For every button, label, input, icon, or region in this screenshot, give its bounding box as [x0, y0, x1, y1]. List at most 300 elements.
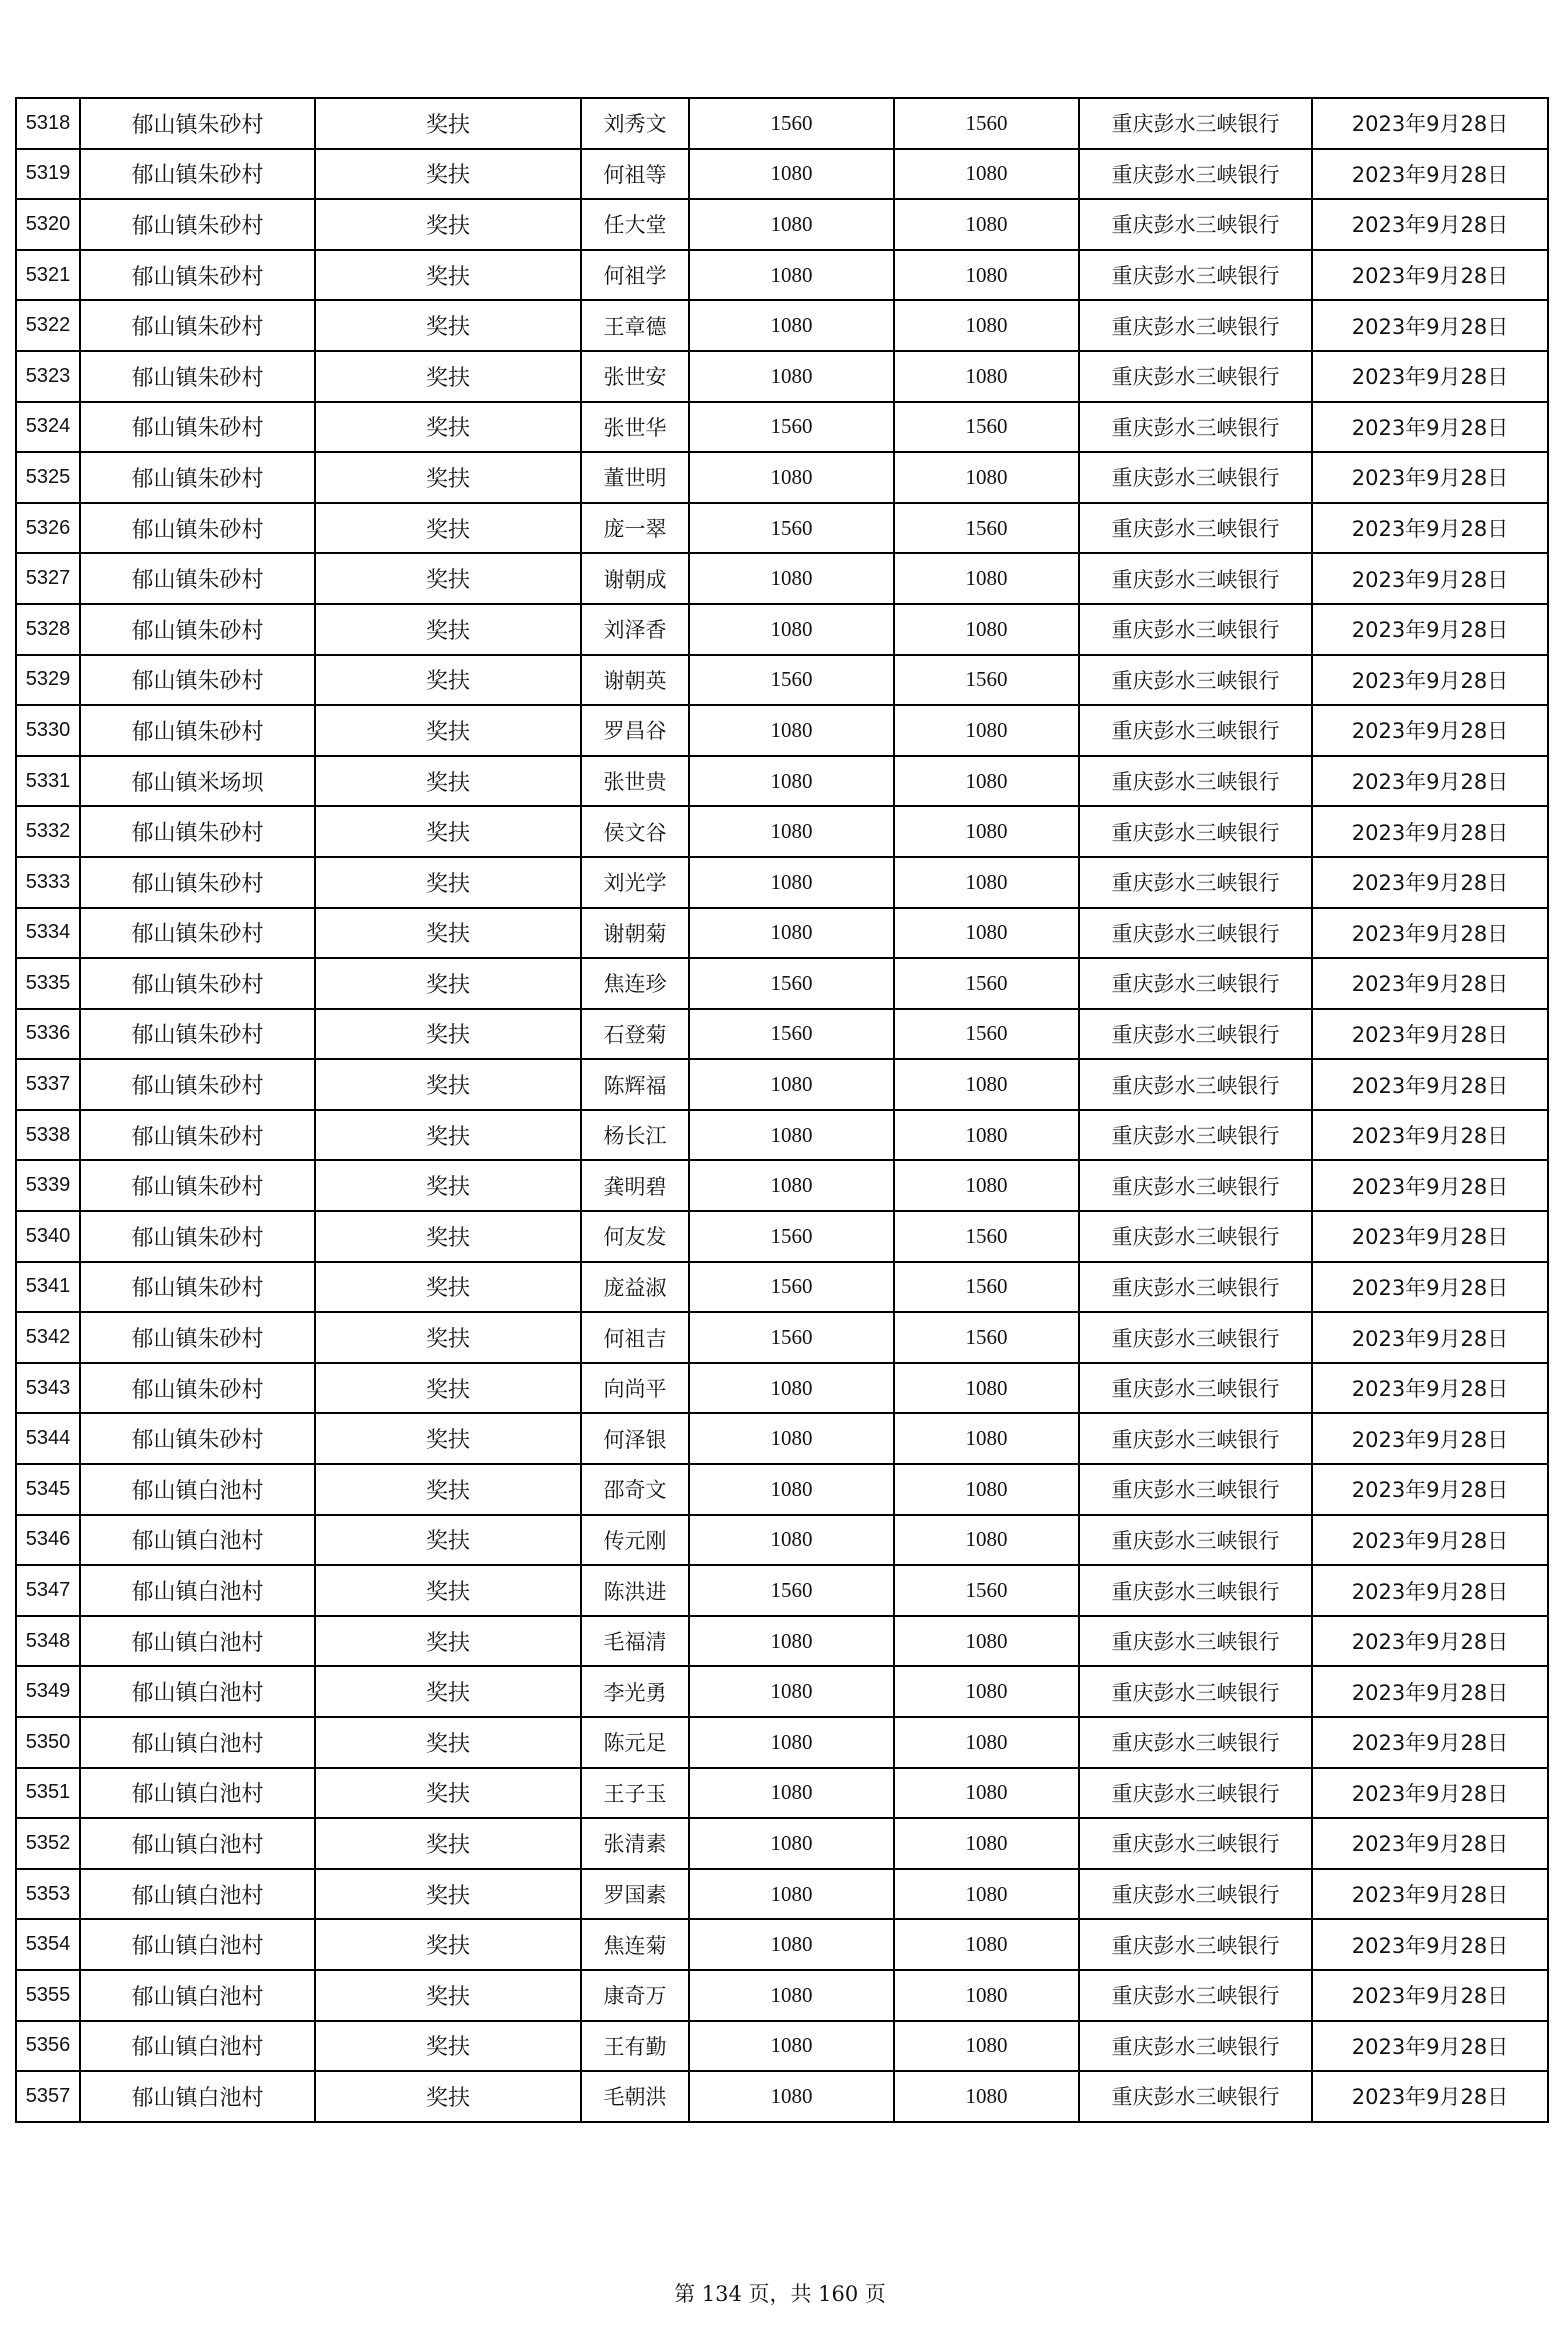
table-row	[16, 1059, 1548, 1110]
date-cell: 2023年9月28日	[1312, 402, 1548, 453]
town-village-cell: 郁山镇朱砂村	[80, 806, 315, 857]
date-cell: 2023年9月28日	[1312, 1818, 1548, 1869]
row-number-cell: 5350	[16, 1717, 80, 1768]
town-village-cell: 郁山镇朱砂村	[80, 705, 315, 756]
bank-cell: 重庆彭水三峡银行	[1079, 300, 1312, 351]
table-row	[16, 1363, 1548, 1414]
row-number-cell: 5340	[16, 1211, 80, 1262]
town-village-cell: 郁山镇朱砂村	[80, 149, 315, 200]
row-number-cell: 5332	[16, 806, 80, 857]
amount-cell: 1080	[689, 908, 894, 959]
row-number-cell: 5355	[16, 1970, 80, 2021]
date-cell: 2023年9月28日	[1312, 1464, 1548, 1515]
date-cell: 2023年9月28日	[1312, 908, 1548, 959]
paid-amount-cell: 1080	[894, 1160, 1079, 1211]
amount-cell: 1080	[689, 1869, 894, 1920]
table-row	[16, 806, 1548, 857]
subsidy-type-cell: 奖扶	[315, 806, 581, 857]
amount-cell: 1080	[689, 553, 894, 604]
subsidy-type-cell: 奖扶	[315, 1869, 581, 1920]
date-cell: 2023年9月28日	[1312, 857, 1548, 908]
name-cell: 康奇万	[581, 1970, 689, 2021]
date-cell: 2023年9月28日	[1312, 2071, 1548, 2122]
row-number-cell: 5322	[16, 300, 80, 351]
bank-cell: 重庆彭水三峡银行	[1079, 1869, 1312, 1920]
subsidy-type-cell: 奖扶	[315, 1616, 581, 1667]
amount-cell: 1560	[689, 1009, 894, 1060]
table-row	[16, 1464, 1548, 1515]
table-row	[16, 149, 1548, 200]
date-cell: 2023年9月28日	[1312, 300, 1548, 351]
amount-cell: 1560	[689, 402, 894, 453]
bank-cell: 重庆彭水三峡银行	[1079, 1768, 1312, 1819]
table-row	[16, 250, 1548, 301]
name-cell: 杨长江	[581, 1110, 689, 1161]
payment-table	[15, 97, 1549, 2123]
bank-cell: 重庆彭水三峡银行	[1079, 351, 1312, 402]
paid-amount-cell: 1080	[894, 2021, 1079, 2072]
town-village-cell: 郁山镇朱砂村	[80, 452, 315, 503]
subsidy-type-cell: 奖扶	[315, 199, 581, 250]
table-row	[16, 1515, 1548, 1566]
name-cell: 李光勇	[581, 1666, 689, 1717]
subsidy-type-cell: 奖扶	[315, 756, 581, 807]
subsidy-type-cell: 奖扶	[315, 1515, 581, 1566]
name-cell: 张世华	[581, 402, 689, 453]
paid-amount-cell: 1080	[894, 1869, 1079, 1920]
paid-amount-cell: 1560	[894, 655, 1079, 706]
date-cell: 2023年9月28日	[1312, 1616, 1548, 1667]
bank-cell: 重庆彭水三峡银行	[1079, 98, 1312, 149]
table-row	[16, 2021, 1548, 2072]
name-cell: 罗昌谷	[581, 705, 689, 756]
amount-cell: 1560	[689, 1565, 894, 1616]
name-cell: 石登菊	[581, 1009, 689, 1060]
paid-amount-cell: 1080	[894, 1363, 1079, 1414]
name-cell: 何祖学	[581, 250, 689, 301]
date-cell: 2023年9月28日	[1312, 1768, 1548, 1819]
row-number-cell: 5356	[16, 2021, 80, 2072]
bank-cell: 重庆彭水三峡银行	[1079, 1919, 1312, 1970]
paid-amount-cell: 1080	[894, 1413, 1079, 1464]
paid-amount-cell: 1080	[894, 1818, 1079, 1869]
row-number-cell: 5344	[16, 1413, 80, 1464]
date-cell: 2023年9月28日	[1312, 1160, 1548, 1211]
table-row	[16, 452, 1548, 503]
amount-cell: 1080	[689, 300, 894, 351]
row-number-cell: 5318	[16, 98, 80, 149]
subsidy-type-cell: 奖扶	[315, 1160, 581, 1211]
table-row	[16, 1110, 1548, 1161]
name-cell: 何友发	[581, 1211, 689, 1262]
subsidy-type-cell: 奖扶	[315, 1768, 581, 1819]
date-cell: 2023年9月28日	[1312, 351, 1548, 402]
date-cell: 2023年9月28日	[1312, 1666, 1548, 1717]
table-row	[16, 1970, 1548, 2021]
amount-cell: 1560	[689, 1211, 894, 1262]
amount-cell: 1080	[689, 705, 894, 756]
amount-cell: 1080	[689, 1413, 894, 1464]
name-cell: 侯文谷	[581, 806, 689, 857]
date-cell: 2023年9月28日	[1312, 655, 1548, 706]
paid-amount-cell: 1560	[894, 1565, 1079, 1616]
table-row	[16, 1717, 1548, 1768]
bank-cell: 重庆彭水三峡银行	[1079, 908, 1312, 959]
name-cell: 毛福清	[581, 1616, 689, 1667]
paid-amount-cell: 1080	[894, 1616, 1079, 1667]
subsidy-type-cell: 奖扶	[315, 553, 581, 604]
date-cell: 2023年9月28日	[1312, 149, 1548, 200]
town-village-cell: 郁山镇朱砂村	[80, 908, 315, 959]
subsidy-type-cell: 奖扶	[315, 452, 581, 503]
amount-cell: 1080	[689, 2071, 894, 2122]
name-cell: 何泽银	[581, 1413, 689, 1464]
town-village-cell: 郁山镇朱砂村	[80, 1363, 315, 1414]
table-row	[16, 604, 1548, 655]
row-number-cell: 5354	[16, 1919, 80, 1970]
bank-cell: 重庆彭水三峡银行	[1079, 553, 1312, 604]
amount-cell: 1080	[689, 756, 894, 807]
subsidy-type-cell: 奖扶	[315, 149, 581, 200]
row-number-cell: 5327	[16, 553, 80, 604]
subsidy-type-cell: 奖扶	[315, 1565, 581, 1616]
bank-cell: 重庆彭水三峡银行	[1079, 958, 1312, 1009]
table-row	[16, 705, 1548, 756]
amount-cell: 1080	[689, 1768, 894, 1819]
name-cell: 王子玉	[581, 1768, 689, 1819]
date-cell: 2023年9月28日	[1312, 1869, 1548, 1920]
row-number-cell: 5319	[16, 149, 80, 200]
date-cell: 2023年9月28日	[1312, 958, 1548, 1009]
amount-cell: 1560	[689, 655, 894, 706]
date-cell: 2023年9月28日	[1312, 1262, 1548, 1313]
row-number-cell: 5337	[16, 1059, 80, 1110]
name-cell: 陈洪进	[581, 1565, 689, 1616]
date-cell: 2023年9月28日	[1312, 1312, 1548, 1363]
town-village-cell: 郁山镇白池村	[80, 1464, 315, 1515]
paid-amount-cell: 1560	[894, 1262, 1079, 1313]
bank-cell: 重庆彭水三峡银行	[1079, 1970, 1312, 2021]
subsidy-type-cell: 奖扶	[315, 1970, 581, 2021]
bank-cell: 重庆彭水三峡银行	[1079, 1413, 1312, 1464]
date-cell: 2023年9月28日	[1312, 1110, 1548, 1161]
row-number-cell: 5323	[16, 351, 80, 402]
row-number-cell: 5329	[16, 655, 80, 706]
date-cell: 2023年9月28日	[1312, 1970, 1548, 2021]
town-village-cell: 郁山镇朱砂村	[80, 857, 315, 908]
subsidy-type-cell: 奖扶	[315, 1262, 581, 1313]
bank-cell: 重庆彭水三峡银行	[1079, 503, 1312, 554]
bank-cell: 重庆彭水三峡银行	[1079, 1818, 1312, 1869]
name-cell: 庞一翠	[581, 503, 689, 554]
subsidy-type-cell: 奖扶	[315, 1717, 581, 1768]
table-row	[16, 98, 1548, 149]
amount-cell: 1080	[689, 1059, 894, 1110]
subsidy-type-cell: 奖扶	[315, 1312, 581, 1363]
date-cell: 2023年9月28日	[1312, 452, 1548, 503]
subsidy-type-cell: 奖扶	[315, 604, 581, 655]
town-village-cell: 郁山镇朱砂村	[80, 655, 315, 706]
paid-amount-cell: 1080	[894, 1110, 1079, 1161]
town-village-cell: 郁山镇朱砂村	[80, 1211, 315, 1262]
table-body	[16, 98, 1548, 2122]
town-village-cell: 郁山镇朱砂村	[80, 300, 315, 351]
row-number-cell: 5346	[16, 1515, 80, 1566]
town-village-cell: 郁山镇白池村	[80, 2071, 315, 2122]
name-cell: 罗国素	[581, 1869, 689, 1920]
row-number-cell: 5357	[16, 2071, 80, 2122]
bank-cell: 重庆彭水三峡银行	[1079, 1515, 1312, 1566]
subsidy-type-cell: 奖扶	[315, 1009, 581, 1060]
amount-cell: 1080	[689, 1818, 894, 1869]
name-cell: 王章德	[581, 300, 689, 351]
name-cell: 焦连珍	[581, 958, 689, 1009]
bank-cell: 重庆彭水三峡银行	[1079, 1059, 1312, 1110]
name-cell: 刘秀文	[581, 98, 689, 149]
row-number-cell: 5352	[16, 1818, 80, 1869]
bank-cell: 重庆彭水三峡银行	[1079, 1717, 1312, 1768]
date-cell: 2023年9月28日	[1312, 756, 1548, 807]
date-cell: 2023年9月28日	[1312, 604, 1548, 655]
date-cell: 2023年9月28日	[1312, 1059, 1548, 1110]
amount-cell: 1080	[689, 149, 894, 200]
town-village-cell: 郁山镇朱砂村	[80, 1413, 315, 1464]
row-number-cell: 5351	[16, 1768, 80, 1819]
bank-cell: 重庆彭水三峡银行	[1079, 452, 1312, 503]
paid-amount-cell: 1080	[894, 756, 1079, 807]
subsidy-type-cell: 奖扶	[315, 2021, 581, 2072]
date-cell: 2023年9月28日	[1312, 1717, 1548, 1768]
town-village-cell: 郁山镇白池村	[80, 1666, 315, 1717]
row-number-cell: 5345	[16, 1464, 80, 1515]
town-village-cell: 郁山镇朱砂村	[80, 1160, 315, 1211]
town-village-cell: 郁山镇米场坝	[80, 756, 315, 807]
row-number-cell: 5325	[16, 452, 80, 503]
bank-cell: 重庆彭水三峡银行	[1079, 402, 1312, 453]
table-row	[16, 756, 1548, 807]
table-row	[16, 1262, 1548, 1313]
bank-cell: 重庆彭水三峡银行	[1079, 1363, 1312, 1414]
date-cell: 2023年9月28日	[1312, 1211, 1548, 1262]
name-cell: 陈辉福	[581, 1059, 689, 1110]
paid-amount-cell: 1080	[894, 1059, 1079, 1110]
amount-cell: 1560	[689, 1262, 894, 1313]
paid-amount-cell: 1560	[894, 402, 1079, 453]
name-cell: 传元刚	[581, 1515, 689, 1566]
table-row	[16, 1616, 1548, 1667]
paid-amount-cell: 1560	[894, 958, 1079, 1009]
table-row	[16, 1565, 1548, 1616]
table-row	[16, 1413, 1548, 1464]
row-number-cell: 5331	[16, 756, 80, 807]
paid-amount-cell: 1080	[894, 250, 1079, 301]
town-village-cell: 郁山镇朱砂村	[80, 1009, 315, 1060]
date-cell: 2023年9月28日	[1312, 503, 1548, 554]
bank-cell: 重庆彭水三峡银行	[1079, 705, 1312, 756]
bank-cell: 重庆彭水三峡银行	[1079, 149, 1312, 200]
amount-cell: 1560	[689, 958, 894, 1009]
name-cell: 张世安	[581, 351, 689, 402]
table-row	[16, 908, 1548, 959]
paid-amount-cell: 1560	[894, 1312, 1079, 1363]
amount-cell: 1080	[689, 1160, 894, 1211]
bank-cell: 重庆彭水三峡银行	[1079, 250, 1312, 301]
bank-cell: 重庆彭水三峡银行	[1079, 1160, 1312, 1211]
name-cell: 邵奇文	[581, 1464, 689, 1515]
bank-cell: 重庆彭水三峡银行	[1079, 2021, 1312, 2072]
table-row	[16, 1869, 1548, 1920]
row-number-cell: 5339	[16, 1160, 80, 1211]
subsidy-type-cell: 奖扶	[315, 857, 581, 908]
name-cell: 张世贵	[581, 756, 689, 807]
subsidy-type-cell: 奖扶	[315, 1464, 581, 1515]
table-row	[16, 1312, 1548, 1363]
name-cell: 谢朝菊	[581, 908, 689, 959]
subsidy-type-cell: 奖扶	[315, 503, 581, 554]
paid-amount-cell: 1560	[894, 503, 1079, 554]
table-row	[16, 1768, 1548, 1819]
town-village-cell: 郁山镇白池村	[80, 1717, 315, 1768]
table-row	[16, 958, 1548, 1009]
table-row	[16, 655, 1548, 706]
amount-cell: 1080	[689, 1666, 894, 1717]
name-cell: 任大堂	[581, 199, 689, 250]
subsidy-type-cell: 奖扶	[315, 1363, 581, 1414]
name-cell: 何祖等	[581, 149, 689, 200]
amount-cell: 1080	[689, 857, 894, 908]
date-cell: 2023年9月28日	[1312, 553, 1548, 604]
date-cell: 2023年9月28日	[1312, 1363, 1548, 1414]
amount-cell: 1560	[689, 1312, 894, 1363]
town-village-cell: 郁山镇白池村	[80, 1818, 315, 1869]
date-cell: 2023年9月28日	[1312, 806, 1548, 857]
row-number-cell: 5328	[16, 604, 80, 655]
table-row	[16, 351, 1548, 402]
paid-amount-cell: 1080	[894, 1970, 1079, 2021]
row-number-cell: 5349	[16, 1666, 80, 1717]
row-number-cell: 5335	[16, 958, 80, 1009]
bank-cell: 重庆彭水三峡银行	[1079, 1565, 1312, 1616]
paid-amount-cell: 1080	[894, 2071, 1079, 2122]
subsidy-type-cell: 奖扶	[315, 1413, 581, 1464]
amount-cell: 1080	[689, 1616, 894, 1667]
table-row	[16, 2071, 1548, 2122]
town-village-cell: 郁山镇朱砂村	[80, 1312, 315, 1363]
amount-cell: 1080	[689, 806, 894, 857]
date-cell: 2023年9月28日	[1312, 1919, 1548, 1970]
bank-cell: 重庆彭水三峡银行	[1079, 655, 1312, 706]
paid-amount-cell: 1080	[894, 1515, 1079, 1566]
paid-amount-cell: 1080	[894, 149, 1079, 200]
subsidy-type-cell: 奖扶	[315, 908, 581, 959]
amount-cell: 1560	[689, 98, 894, 149]
paid-amount-cell: 1080	[894, 806, 1079, 857]
row-number-cell: 5347	[16, 1565, 80, 1616]
row-number-cell: 5353	[16, 1869, 80, 1920]
name-cell: 焦连菊	[581, 1919, 689, 1970]
town-village-cell: 郁山镇朱砂村	[80, 1059, 315, 1110]
date-cell: 2023年9月28日	[1312, 2021, 1548, 2072]
date-cell: 2023年9月28日	[1312, 1565, 1548, 1616]
town-village-cell: 郁山镇白池村	[80, 1768, 315, 1819]
town-village-cell: 郁山镇朱砂村	[80, 503, 315, 554]
name-cell: 谢朝成	[581, 553, 689, 604]
date-cell: 2023年9月28日	[1312, 199, 1548, 250]
subsidy-type-cell: 奖扶	[315, 655, 581, 706]
subsidy-type-cell: 奖扶	[315, 98, 581, 149]
paid-amount-cell: 1080	[894, 1666, 1079, 1717]
table-row	[16, 1666, 1548, 1717]
bank-cell: 重庆彭水三峡银行	[1079, 2071, 1312, 2122]
bank-cell: 重庆彭水三峡银行	[1079, 199, 1312, 250]
row-number-cell: 5342	[16, 1312, 80, 1363]
row-number-cell: 5348	[16, 1616, 80, 1667]
date-cell: 2023年9月28日	[1312, 98, 1548, 149]
bank-cell: 重庆彭水三峡银行	[1079, 1464, 1312, 1515]
amount-cell: 1080	[689, 1363, 894, 1414]
date-cell: 2023年9月28日	[1312, 1009, 1548, 1060]
paid-amount-cell: 1080	[894, 705, 1079, 756]
town-village-cell: 郁山镇朱砂村	[80, 250, 315, 301]
name-cell: 向尚平	[581, 1363, 689, 1414]
name-cell: 谢朝英	[581, 655, 689, 706]
paid-amount-cell: 1080	[894, 604, 1079, 655]
name-cell: 张清素	[581, 1818, 689, 1869]
table-row	[16, 857, 1548, 908]
town-village-cell: 郁山镇白池村	[80, 1869, 315, 1920]
subsidy-type-cell: 奖扶	[315, 250, 581, 301]
name-cell: 庞益淑	[581, 1262, 689, 1313]
amount-cell: 1080	[689, 1717, 894, 1768]
bank-cell: 重庆彭水三峡银行	[1079, 1312, 1312, 1363]
paid-amount-cell: 1080	[894, 1464, 1079, 1515]
town-village-cell: 郁山镇白池村	[80, 1919, 315, 1970]
amount-cell: 1080	[689, 2021, 894, 2072]
row-number-cell: 5341	[16, 1262, 80, 1313]
row-number-cell: 5320	[16, 199, 80, 250]
subsidy-type-cell: 奖扶	[315, 1818, 581, 1869]
bank-cell: 重庆彭水三峡银行	[1079, 1616, 1312, 1667]
town-village-cell: 郁山镇朱砂村	[80, 958, 315, 1009]
name-cell: 龚明碧	[581, 1160, 689, 1211]
paid-amount-cell: 1080	[894, 1919, 1079, 1970]
table-row	[16, 300, 1548, 351]
amount-cell: 1080	[689, 1515, 894, 1566]
paid-amount-cell: 1080	[894, 199, 1079, 250]
subsidy-type-cell: 奖扶	[315, 351, 581, 402]
name-cell: 董世明	[581, 452, 689, 503]
paid-amount-cell: 1080	[894, 351, 1079, 402]
paid-amount-cell: 1560	[894, 1009, 1079, 1060]
date-cell: 2023年9月28日	[1312, 1515, 1548, 1566]
row-number-cell: 5343	[16, 1363, 80, 1414]
bank-cell: 重庆彭水三峡银行	[1079, 857, 1312, 908]
town-village-cell: 郁山镇白池村	[80, 1565, 315, 1616]
amount-cell: 1080	[689, 452, 894, 503]
bank-cell: 重庆彭水三峡银行	[1079, 1262, 1312, 1313]
table-row	[16, 402, 1548, 453]
paid-amount-cell: 1080	[894, 857, 1079, 908]
table-row	[16, 1160, 1548, 1211]
table-row	[16, 1919, 1548, 1970]
row-number-cell: 5336	[16, 1009, 80, 1060]
amount-cell: 1080	[689, 351, 894, 402]
paid-amount-cell: 1560	[894, 1211, 1079, 1262]
subsidy-type-cell: 奖扶	[315, 1666, 581, 1717]
town-village-cell: 郁山镇朱砂村	[80, 351, 315, 402]
subsidy-type-cell: 奖扶	[315, 1211, 581, 1262]
bank-cell: 重庆彭水三峡银行	[1079, 1211, 1312, 1262]
